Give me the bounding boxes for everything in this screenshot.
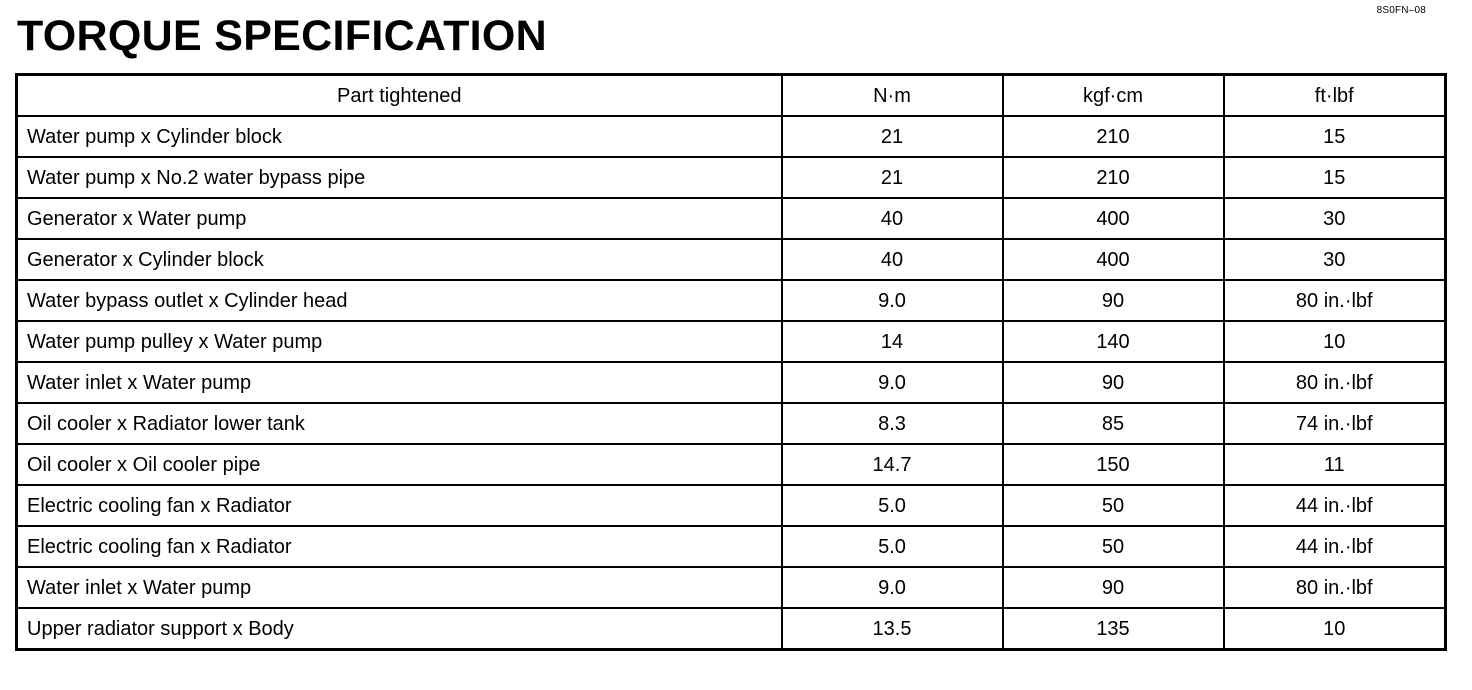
cell-ftlbf: 44 in.·lbf bbox=[1224, 526, 1446, 567]
cell-part: Oil cooler x Radiator lower tank bbox=[17, 403, 782, 444]
cell-nm: 14.7 bbox=[782, 444, 1003, 485]
table-row bbox=[17, 198, 1446, 239]
table-row bbox=[17, 362, 1446, 403]
cell-nm: 8.3 bbox=[782, 403, 1003, 444]
table-row bbox=[17, 157, 1446, 198]
cell-nm: 14 bbox=[782, 321, 1003, 362]
cell-kgfcm: 90 bbox=[1003, 567, 1224, 608]
cell-nm: 5.0 bbox=[782, 526, 1003, 567]
cell-ftlbf: 80 in.·lbf bbox=[1224, 280, 1446, 321]
cell-part: Electric cooling fan x Radiator bbox=[17, 526, 782, 567]
table-row bbox=[17, 526, 1446, 567]
cell-kgfcm: 90 bbox=[1003, 362, 1224, 403]
cell-ftlbf: 10 bbox=[1224, 321, 1446, 362]
cell-nm: 9.0 bbox=[782, 362, 1003, 403]
header-ft-lbf: ft·lbf bbox=[1224, 75, 1446, 117]
page-title: TORQUE SPECIFICATION bbox=[17, 12, 547, 60]
header-newton-meter: N·m bbox=[782, 75, 1003, 117]
cell-nm: 40 bbox=[782, 239, 1003, 280]
cell-part: Upper radiator support x Body bbox=[17, 608, 782, 650]
cell-nm: 9.0 bbox=[782, 567, 1003, 608]
cell-kgfcm: 90 bbox=[1003, 280, 1224, 321]
cell-nm: 21 bbox=[782, 116, 1003, 157]
table-row bbox=[17, 608, 1446, 650]
cell-kgfcm: 400 bbox=[1003, 239, 1224, 280]
cell-nm: 21 bbox=[782, 157, 1003, 198]
cell-ftlbf: 11 bbox=[1224, 444, 1446, 485]
table-row bbox=[17, 280, 1446, 321]
cell-ftlbf: 44 in.·lbf bbox=[1224, 485, 1446, 526]
cell-ftlbf: 15 bbox=[1224, 157, 1446, 198]
cell-kgfcm: 400 bbox=[1003, 198, 1224, 239]
table-row bbox=[17, 321, 1446, 362]
cell-ftlbf: 80 in.·lbf bbox=[1224, 362, 1446, 403]
cell-part: Water pump pulley x Water pump bbox=[17, 321, 782, 362]
cell-kgfcm: 50 bbox=[1003, 526, 1224, 567]
cell-nm: 40 bbox=[782, 198, 1003, 239]
cell-part: Water bypass outlet x Cylinder head bbox=[17, 280, 782, 321]
cell-part: Electric cooling fan x Radiator bbox=[17, 485, 782, 526]
cell-kgfcm: 210 bbox=[1003, 116, 1224, 157]
cell-part: Water pump x No.2 water bypass pipe bbox=[17, 157, 782, 198]
table-header-row bbox=[17, 75, 1446, 117]
cell-part: Water inlet x Water pump bbox=[17, 567, 782, 608]
table-row bbox=[17, 403, 1446, 444]
cell-kgfcm: 50 bbox=[1003, 485, 1224, 526]
cell-kgfcm: 210 bbox=[1003, 157, 1224, 198]
cell-ftlbf: 10 bbox=[1224, 608, 1446, 650]
document-code: 8S0FN–08 bbox=[1376, 5, 1426, 16]
table-row bbox=[17, 444, 1446, 485]
cell-ftlbf: 80 in.·lbf bbox=[1224, 567, 1446, 608]
cell-part: Generator x Cylinder block bbox=[17, 239, 782, 280]
header-part-tightened: Part tightened bbox=[17, 75, 782, 117]
cell-part: Water inlet x Water pump bbox=[17, 362, 782, 403]
header-kgf-cm: kgf·cm bbox=[1003, 75, 1224, 117]
cell-kgfcm: 150 bbox=[1003, 444, 1224, 485]
cell-ftlbf: 74 in.·lbf bbox=[1224, 403, 1446, 444]
table-row bbox=[17, 485, 1446, 526]
cell-nm: 5.0 bbox=[782, 485, 1003, 526]
table-row bbox=[17, 567, 1446, 608]
cell-ftlbf: 30 bbox=[1224, 198, 1446, 239]
table-row bbox=[17, 116, 1446, 157]
cell-ftlbf: 30 bbox=[1224, 239, 1446, 280]
cell-ftlbf: 15 bbox=[1224, 116, 1446, 157]
cell-part: Water pump x Cylinder block bbox=[17, 116, 782, 157]
cell-part: Oil cooler x Oil cooler pipe bbox=[17, 444, 782, 485]
cell-part: Generator x Water pump bbox=[17, 198, 782, 239]
cell-nm: 13.5 bbox=[782, 608, 1003, 650]
cell-kgfcm: 140 bbox=[1003, 321, 1224, 362]
cell-nm: 9.0 bbox=[782, 280, 1003, 321]
table-row bbox=[17, 239, 1446, 280]
torque-spec-table bbox=[15, 73, 1447, 651]
cell-kgfcm: 135 bbox=[1003, 608, 1224, 650]
cell-kgfcm: 85 bbox=[1003, 403, 1224, 444]
